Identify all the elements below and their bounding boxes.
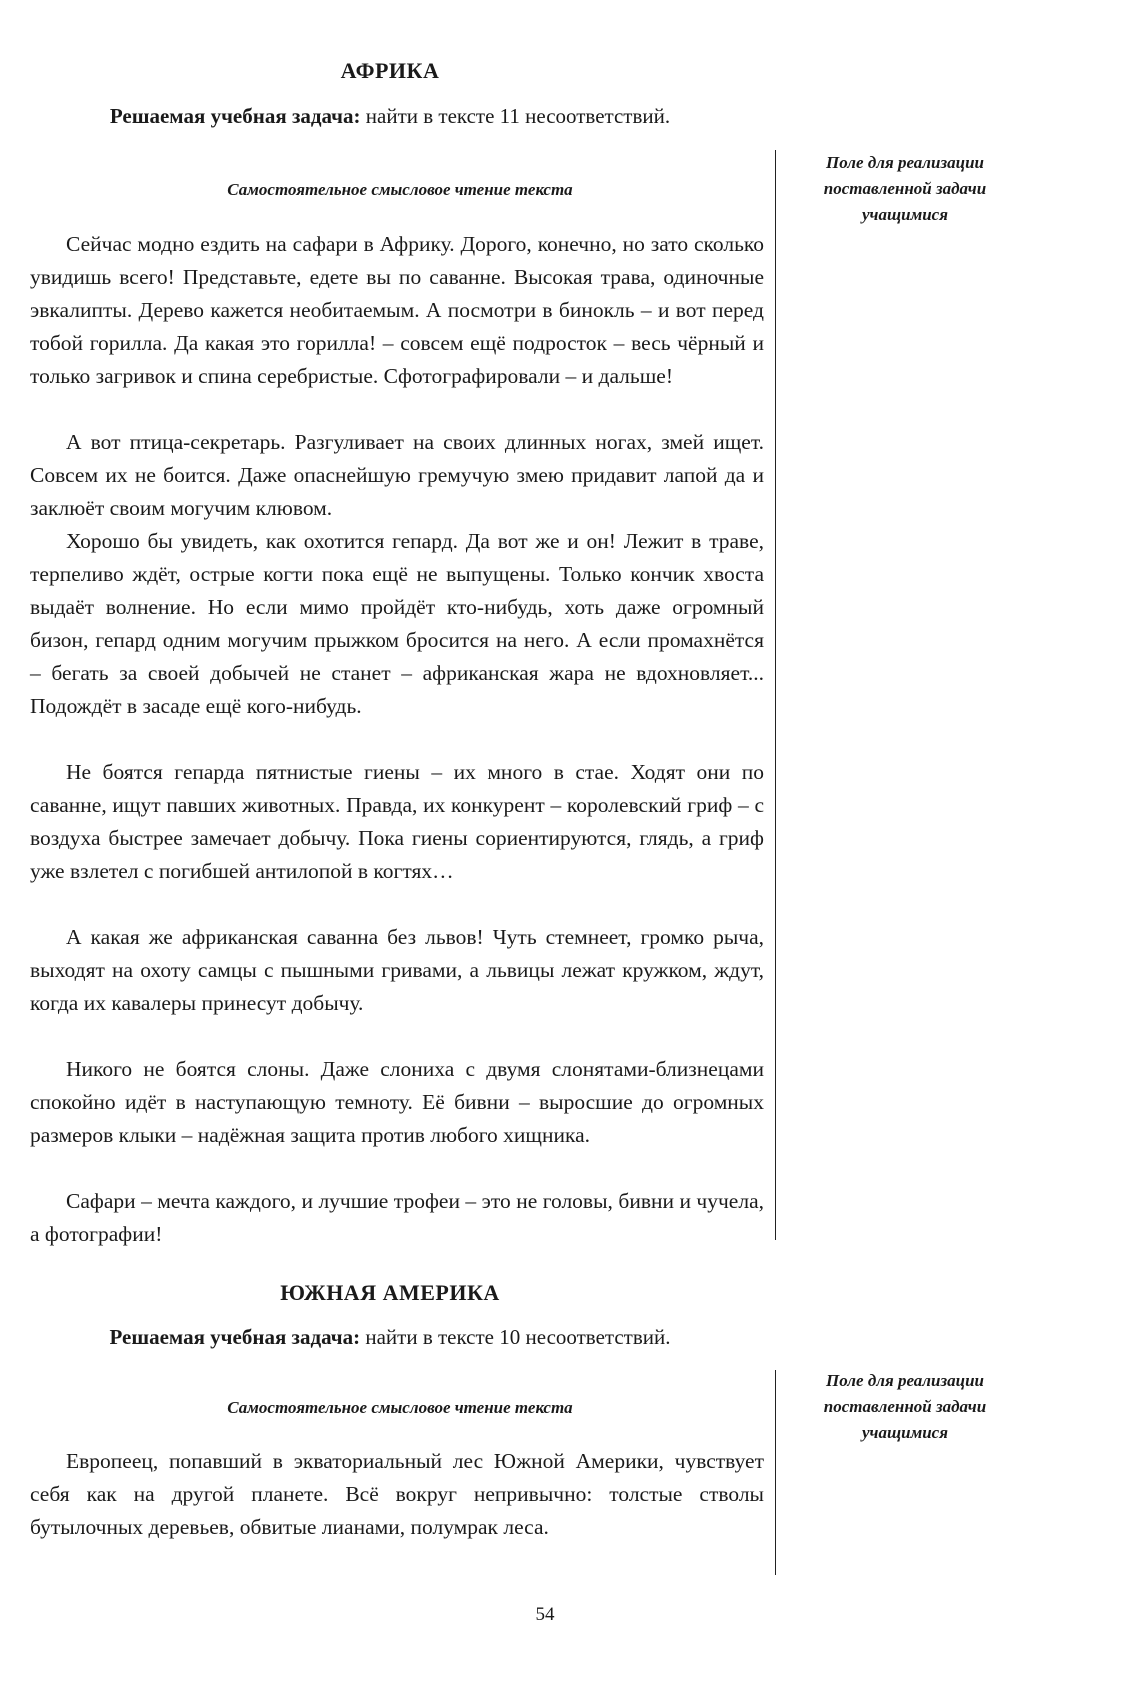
paragraph: Не боятся гепарда пятнистые гиены – их много в стае. Ходят они по саванне, ищут павших животных. Правда, их конкурент – королевский гриф – с воздуха быстрее замечает добычу. Пока гиены сориентируются, глядь, а гриф уже взлетел с погибшей антилопой в когтях…	[30, 760, 764, 883]
paragraph: Сафари – мечта каждого, и лучшие трофеи – это не головы, бивни и чучела, а фотографии!	[30, 1189, 764, 1246]
column-divider	[775, 150, 776, 1240]
task-statement-africa	[0, 104, 780, 129]
paragraph: Хорошо бы увидеть, как охотится гепард. Да вот же и он! Лежит в траве, терпеливо ждёт, острые когти пока ещё не выпущены. Только кончик хвоста выдаёт волнение. Но если мимо пройдёт кто-нибудь, хоть даже огромный бизон, гепард одним могучим прыжком бросится на него. А если промахнётся – бегать за своей добычей не станет – африканская жара не вдохновляет... Подождёт в засаде ещё кого-нибудь.	[30, 529, 764, 718]
section-title-africa: АФРИКА	[340, 58, 440, 83]
side-note-field: Поле для реализации поставленной задачи учащимися	[823, 1371, 987, 1442]
section-title-south-america: ЮЖНАЯ АМЕРИКА	[280, 1280, 500, 1305]
task-label: Решаемая учебная задача:	[109, 1325, 361, 1349]
column-divider	[775, 1370, 776, 1575]
task-text: найти в тексте 11 несоответствий.	[360, 104, 671, 128]
task-statement-south-america	[0, 1325, 780, 1350]
reading-subtitle: Самостоятельное смысловое чтение текста	[227, 1398, 573, 1417]
task-text: найти в тексте 10 несоответствий.	[360, 1325, 671, 1349]
page-number: 54	[535, 1604, 555, 1625]
paragraph: А какая же африканская саванна без львов! Чуть стемнеет, громко рыча, выходят на охоту самцы с пышными гривами, а львицы лежат кружком, ждут, когда их кавалеры принесут добычу.	[30, 925, 764, 1015]
side-note-field: Поле для реализации поставленной задачи учащимися	[823, 153, 987, 224]
paragraph: Никого не боятся слоны. Даже слониха с двумя слонятами-близнецами спокойно идёт в наступающую темноту. Её бивни – выросшие до огромных размеров клыки – надёжная защита против любого хищника.	[30, 1057, 764, 1147]
reading-subtitle: Самостоятельное смысловое чтение текста	[227, 180, 573, 199]
paragraph: Европеец, попавший в экваториальный лес Южной Америки, чувствует себя как на другой планете. Всё вокруг непривычно: толстые стволы бутылочных деревьев, обвитые лианами, полумрак леса.	[30, 1449, 764, 1539]
paragraph: А вот птица-секретарь. Разгуливает на своих длинных ногах, змей ищет. Совсем их не боится. Даже опаснейшую гремучую змею придавит лапой да и заклюёт своим могучим клювом.	[30, 430, 764, 520]
task-label: Решаемая учебная задача:	[109, 104, 361, 128]
paragraph: Сейчас модно ездить на сафари в Африку. Дорого, конечно, но зато сколько увидишь всего! Представьте, едете вы по саванне. Высокая трава, одиночные эвкалипты. Дерево кажется необитаемым. А посмотри в бинокль – и вот перед тобой горилла. Да какая это горилла! – совсем ещё подросток – весь чёрный и только загривок и спина серебристые. Сфотографировали – и дальше!	[30, 232, 764, 388]
